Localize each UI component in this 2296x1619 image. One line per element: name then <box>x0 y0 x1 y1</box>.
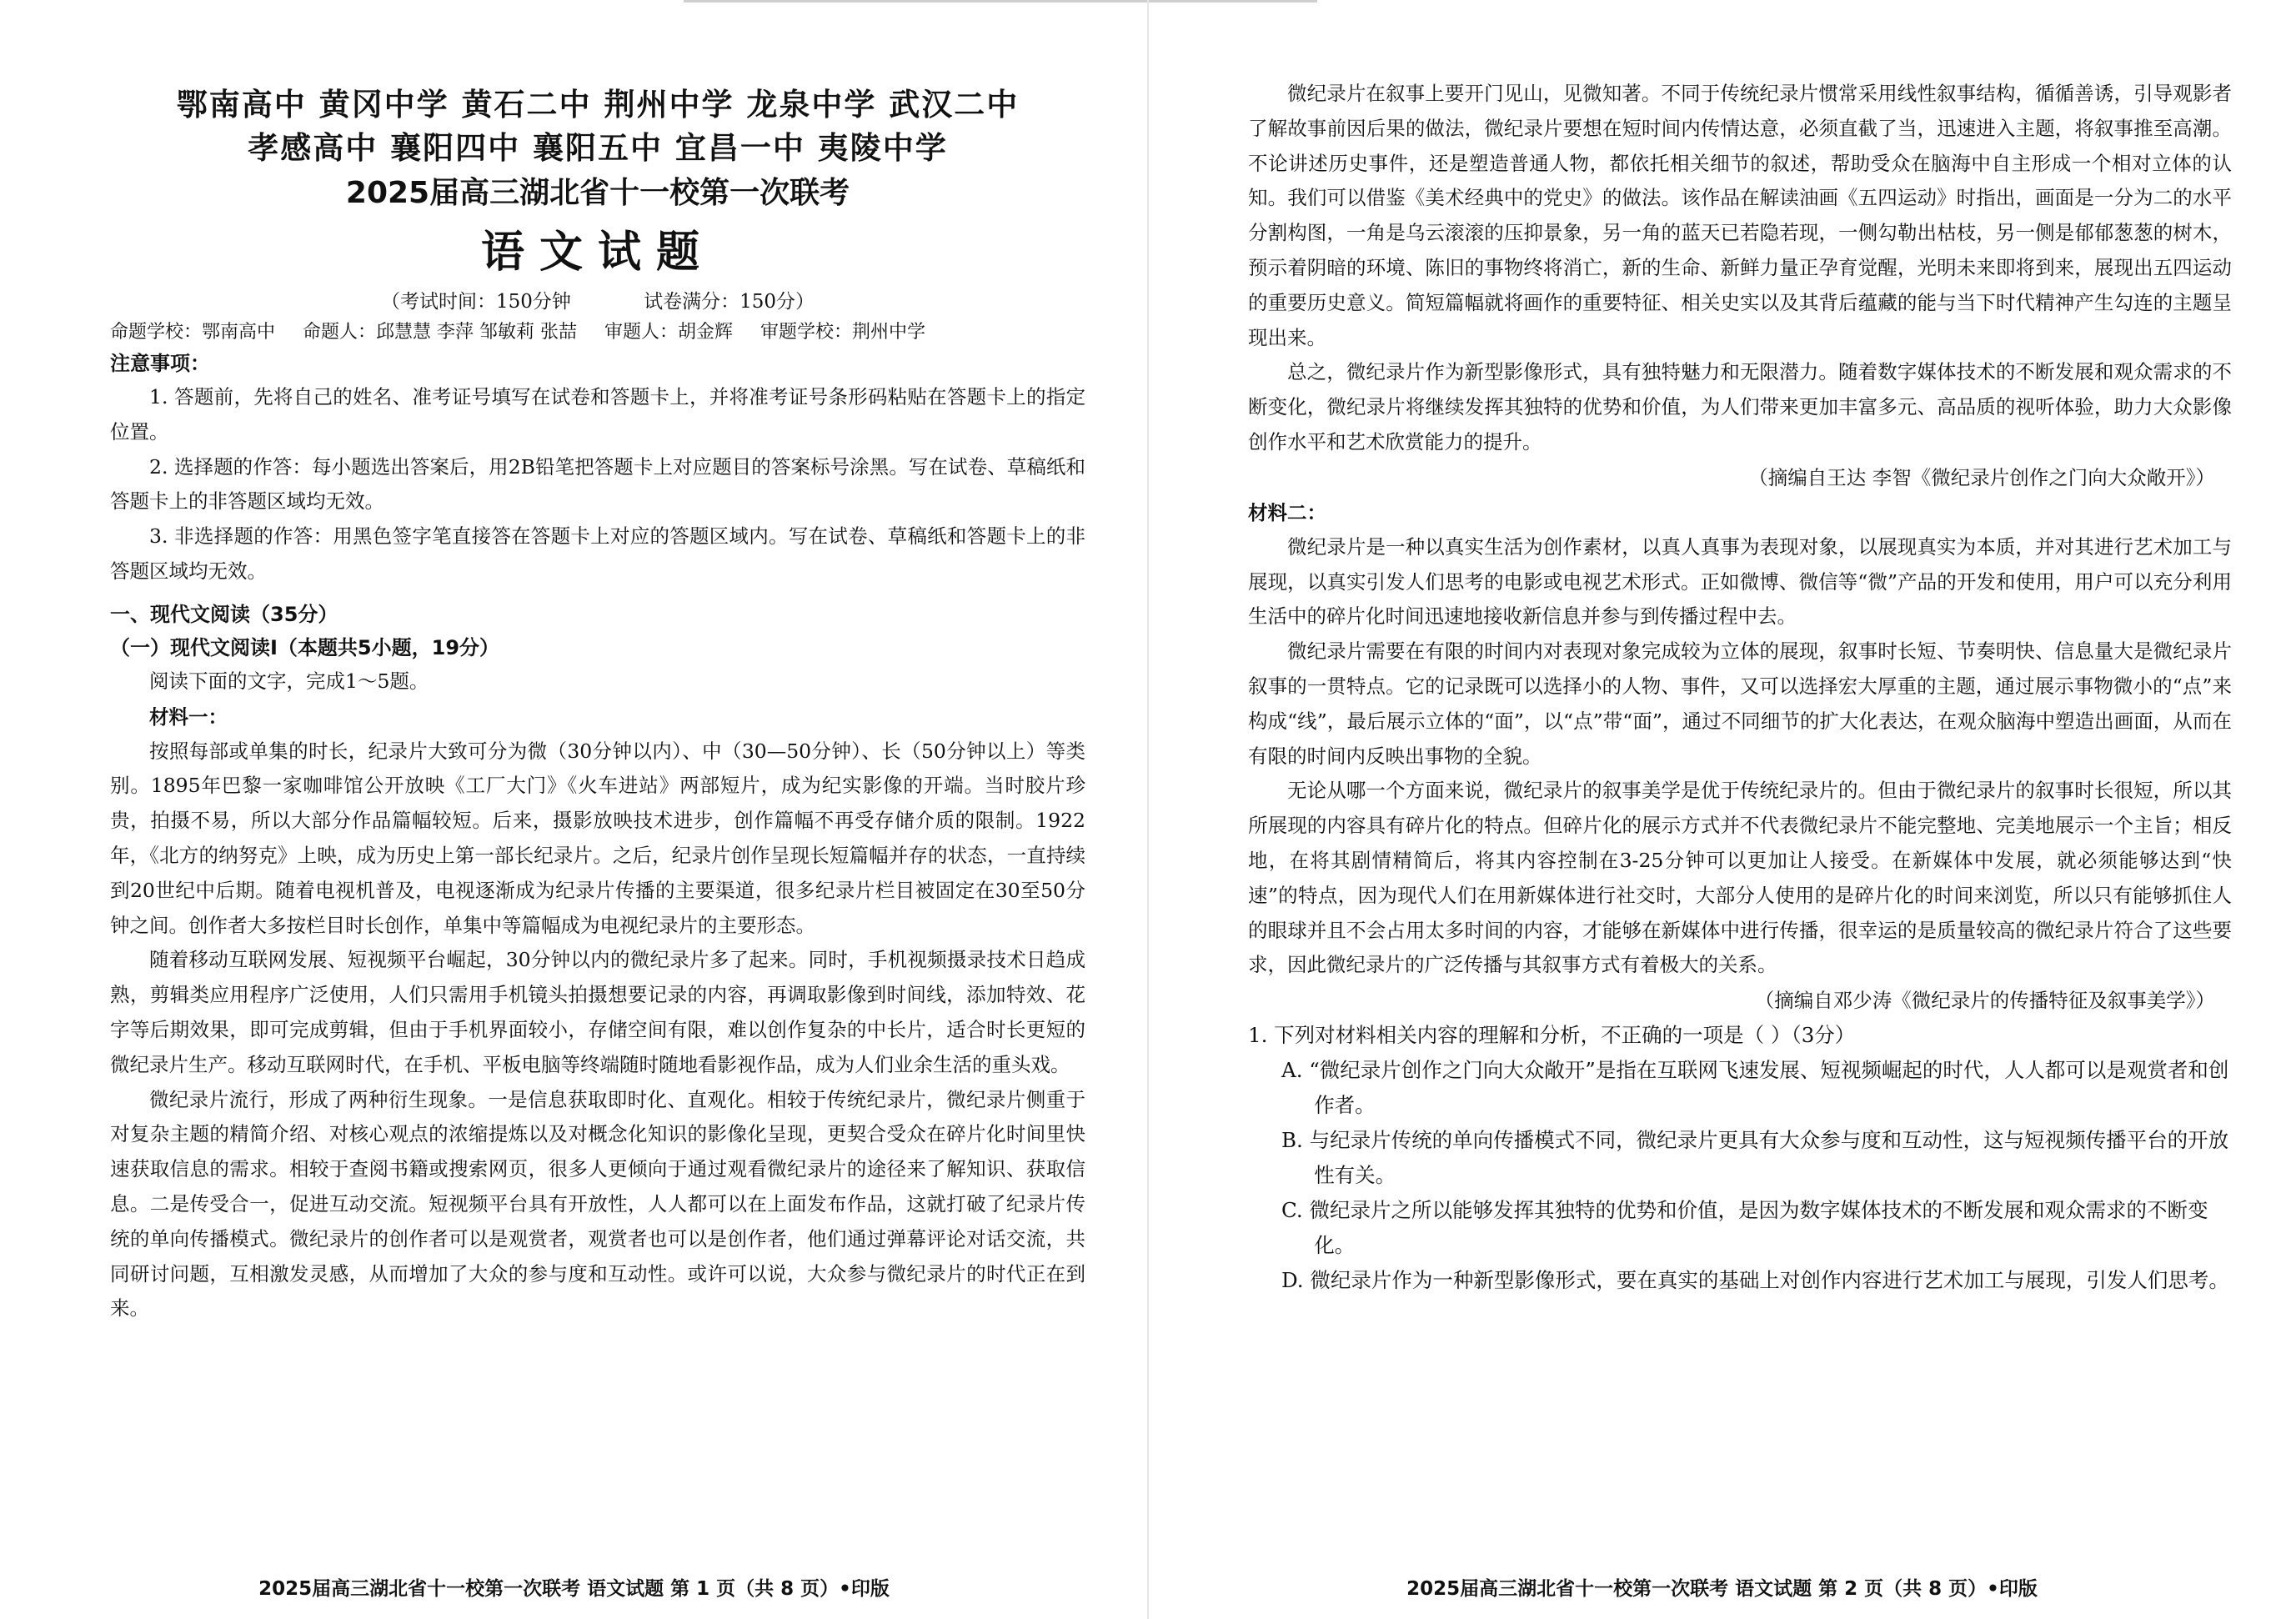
material-1-paragraph: 微纪录片在叙事上要开门见山，见微知著。不同于传统纪录片惯常采用线性叙事结构，循循善诱，引导观影者了解故事前因后果的做法，微纪录片要想在短时间内传情达意，必须直截了当，迅速进入主题，将叙事推至高潮。不论讲述历史事件，还是塑造普通人物，都依托相关细节的叙述，帮助受众在脑海中自主形成一个相对立体的认知。我们可以借鉴《美术经典中的党史》的做法。该作品在解读油画《五四运动》时指出，画面是一分为二的水平分割构图，一角是乌云滚滚的压抑景象，另一角的蓝天已若隐若现，一侧勾勒出枯枝，另一侧是郁郁葱葱的树木，预示着阴暗的环境、陈旧的事物终将消亡，新的生命、新鲜力量正孕育觉醒，光明未来即将到来，展现出五四运动的重要历史意义。简短篇幅就将画作的重要特征、相关史实以及其背后蕴藏的能与当下时代精神产生勾连的主题呈现出来。 <box>1248 82 2232 349</box>
page-1-footer: 2025届高三湖北省十一校第一次联考 语文试题 第 1 页（共 8 页）•印版 <box>258 1578 890 1600</box>
setter-reviewer: 审题人：胡金辉 <box>604 322 734 343</box>
review-school: 审题学校：荆州中学 <box>760 322 926 343</box>
schools-line-1: 鄂南高中 黄冈中学 黄石二中 荆州中学 龙泉中学 武汉二中 <box>176 87 1020 123</box>
material-2-source: （摘编自邓少涛《微纪录片的传播特征及叙事美学》） <box>1754 989 2215 1013</box>
subsection-heading: （一）现代文阅读Ⅰ（本题共5小题，19分） <box>110 635 500 659</box>
material-1-paragraph: 随着移动互联网发展、短视频平台崛起，30分钟以内的微纪录片多了起来。同时，手机视频摄录技术日趋成熟，剪辑类应用程序广泛使用，人们只需用手机镜头拍摄想要记录的内容，再调取影像到时间线，添加特效、花字等后期效果，即可完成剪辑，但由于手机界面较小，存储空间有限，难以创作复杂的中长片，适合时长更短的微纪录片生产。移动互联网时代，在手机、平板电脑等终端随时随地看影视作品，成为人们业余生活的重头戏。 <box>110 948 1085 1076</box>
material-2-paragraph: 无论从哪一个方面来说，微纪录片的叙事美学是优于传统纪录片的。但由于微纪录片的叙事时长很短，所以其所展现的内容具有碎片化的特点。但碎片化的展示方式并不代表微纪录片不能完整地、完美地展示一个主旨；相反地，在将其剧情精简后，将其内容控制在3-25分钟可以更加让人接受。在新媒体中发展，就必须能够达到“快速”的特点，因为现代人们在用新媒体进行社交时，大部分人使用的是碎片化的时间来浏览，所以只有能够抓住人的眼球并且不会占用太多时间的内容，才能够在新媒体中进行传播，很幸运的是质量较高的微纪录片符合了这些要求，因此微纪录片的广泛传播与其叙事方式有着极大的关系。 <box>1248 779 2232 977</box>
material-1-label: 材料一： <box>149 704 228 729</box>
page-1-column <box>110 83 1085 1326</box>
notice-item: 2. 选择题的作答：每小题选出答案后，用2B铅笔把答题卡上对应题目的答案标号涂黑。写在试卷、草稿纸和答题卡上的非答题区域均无效。 <box>110 454 1085 514</box>
option-d: D. 微纪录片作为一种新型影像形式，要在真实的基础上对创作内容进行艺术加工与展现，引发人们思考。 <box>1281 1268 2229 1293</box>
full-score: 试卷满分：150分） <box>644 291 815 313</box>
setter-authors: 命题人：邱慧慧 李萍 邹敏莉 张喆 <box>303 322 577 343</box>
material-1-source: （摘编自王达 李智《微纪录片创作之门向大众敞开》） <box>1748 465 2215 489</box>
option-c: C. 微纪录片之所以能够发挥其独特的优势和价值，是因为数字媒体技术的不断发展和观众需求的不断变化。 <box>1281 1198 2208 1258</box>
notice-item: 3. 非选择题的作答：用黑色签字笔直接答在答题卡上对应的答题区域内。写在试卷、草稿纸和答题卡上的非答题区域均无效。 <box>110 524 1085 583</box>
exam-time: （考试时间：150分钟 <box>380 291 571 313</box>
question-1: 1. 下列对材料相关内容的理解和分析，不正确的一项是（ ）（3分） <box>1248 1023 1856 1048</box>
setters-line <box>110 318 1085 347</box>
notice-title: 注意事项： <box>110 352 210 375</box>
material-1-paragraph: 按照每部或单集的时长，纪录片大致可分为微（30分钟以内）、中（30—50分钟）、长（50分钟以上）等类别。1895年巴黎一家咖啡馆公开放映《工厂大门》《火车进站》两部短片，成为纪实影像的开端。当时胶片珍贵，拍摄不易，所以大部分作品篇幅较短。后来，摄影放映技术进步，创作篇幅不再受存储介质的限制。1922年，《北方的纳努克》上映，成为历史上第一部长纪录片。之后，纪录片创作呈现长短篇幅并存的状态，一直持续到20世纪中后期。随着电视机普及，电视逐渐成为纪录片传播的主要渠道，很多纪录片栏目被固定在30至50分钟之间。创作者大多按栏目时长创作，单集中等篇幅成为电视纪录片的主要形态。 <box>110 739 1085 937</box>
option-a: A. “微纪录片创作之门向大众敞开”是指在互联网飞速发展、短视频崛起的时代，人人都可以是观赏者和创作者。 <box>1281 1058 2229 1118</box>
material-1-paragraph: 微纪录片流行，形成了两种衍生现象。一是信息获取即时化、直观化。相较于传统纪录片，微纪录片侧重于对复杂主题的精简介绍、对核心观点的浓缩提炼以及对概念化知识的影像化呈现，更契合受众在碎片化时间里快速获取信息的需求。相较于查阅书籍或搜索网页，很多人更倾向于通过观看微纪录片的途径来了解知识、获取信息。二是传受合一，促进互动交流。短视频平台具有开放性，人人都可以在上面发布作品，这就打破了纪录片传统的单向传播模式。微纪录片的创作者可以是观赏者，观赏者也可以是创作者，他们通过弹幕评论对话交流，共同研讨问题，互相激发灵感，从而增加了大众的参与度和互动性。或许可以说，大众参与微纪录片的时代正在到来。 <box>110 1087 1085 1321</box>
exam-page-2 <box>1148 0 2296 1619</box>
material-2-label: 材料二： <box>1248 500 1326 524</box>
section-heading: 一、现代文阅读（35分） <box>110 602 338 626</box>
material-1-paragraph: 总之，微纪录片作为新型影像形式，具有独特魅力和无限潜力。随着数字媒体技术的不断发展和观众需求的不断变化，微纪录片将继续发挥其独特的优势和价值，为人们带来更加丰富多元、高品质的视听体验，助力大众影像创作水平和艺术欣赏能力的提升。 <box>1248 360 2232 454</box>
notice-item: 1. 答题前，先将自己的姓名、准考证号填写在试卷和答题卡上，并将准考证号条形码粘贴在答题卡上的指定位置。 <box>110 385 1085 444</box>
schools-line-2: 孝感高中 襄阳四中 襄阳五中 宜昌一中 夷陵中学 <box>248 130 948 166</box>
subject-title: 语文试题 <box>480 227 714 278</box>
page-2-column <box>1248 77 2232 1298</box>
option-b: B. 与纪录片传统的单向传播模式不同，微纪录片更具有大众参与度和互动性，这与短视频传播平台的开放性有关。 <box>1281 1128 2229 1188</box>
exam-title: 2025届高三湖北省十一校第一次联考 <box>345 176 850 210</box>
material-2-paragraph: 微纪录片是一种以真实生活为创作素材，以真人真事为表现对象，以展现真实为本质，并对其进行艺术加工与展现，以真实引发人们思考的电影或电视艺术形式。正如微博、微信等“微”产品的开发和使用，用户可以充分利用生活中的碎片化时间迅速地接收新信息并参与到传播过程中去。 <box>1248 534 2232 629</box>
reading-instruction: 阅读下面的文字，完成1～5题。 <box>149 669 429 693</box>
exam-meta <box>110 285 1085 318</box>
setter-school: 命题学校：鄂南高中 <box>110 322 276 343</box>
material-2-paragraph: 微纪录片需要在有限的时间内对表现对象完成较为立体的展现，叙事时长短、节奏明快、信息量大是微纪录片叙事的一贯特点。它的记录既可以选择小的人物、事件，又可以选择宏大厚重的主题，通过展示事物微小的“点”来构成“线”，最后展示立体的“面”，以“点”带“面”，通过不同细节的扩大化表达，在观众脑海中塑造出画面，从而在有限的时间内反映出事物的全貌。 <box>1248 639 2232 768</box>
page-2-footer: 2025届高三湖北省十一校第一次联考 语文试题 第 2 页（共 8 页）•印版 <box>1406 1578 2038 1600</box>
